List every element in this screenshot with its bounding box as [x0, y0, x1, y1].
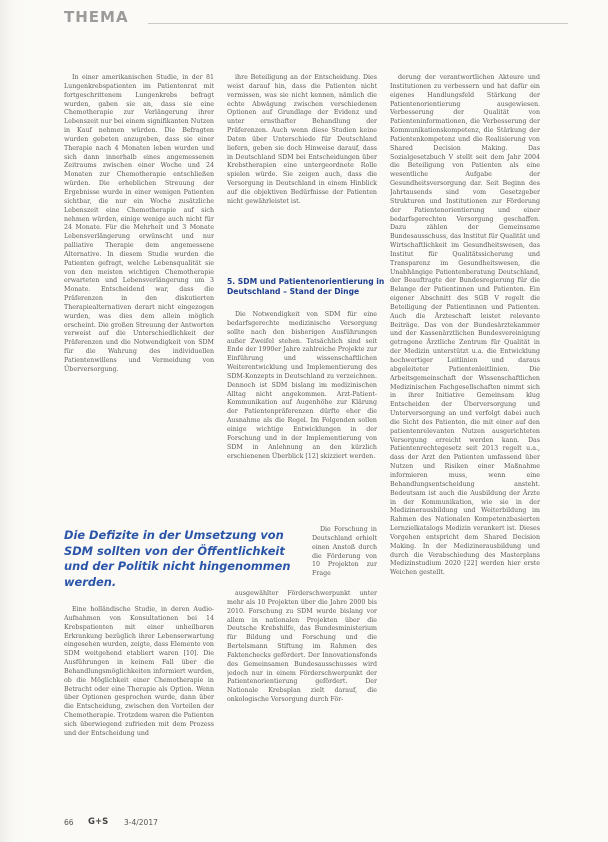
paragraph: Die Notwendigkeit von SDM für eine bedarfsgerechte medizinische Versorgung sollte nach den bisherigen Ausführungen außer Zweifel stehen. Tatsächlich sind seit Ende der 1990er Jahre zahlreiche Projekte zur Einführung und wissenschaftlichen Weiterentwicklung und Implementierung des SDM-Konzepts in Deutschland zu verzeichnen. Dennoch ist SDM bislang im medizinischen Alltag nicht angekommen. Arzt-Patient-Kommunikation auf Augenhöhe zur Klärung der Patientenpräferenzen dürfte eher die Ausnahme als die Regel. Im Folgenden sollen einige wichtige Entwicklungen in der Forschung und in der Implementierung von SDM in Anlehnung an den kürzlich erschienenen Überblick [12] skizziert werden. — [227, 311, 377, 460]
paragraph: derung der verantwortlichen Akteure und Institutionen zu verbessern und hat dafür ein eigenes Handlungsfeld Stärkung der Patientenorientierung ausgewiesen. Verbesserung der Qualität von Patienteninformationen, die Verbesserung der Kommunikationskompetenz, die Stärkung der Patientenkompetenz und die Realisierung von Shared Decision Making. Das Sozialgesetzbuch V stellt seit dem Jahr 2004 die Beteiligung von Patienten als eine wesentliche Aufgabe der Gesundheitsversorgung dar. Seit Beginn des Jahrtausends sind vom Gesetzgeber Strukturen und Institutionen zur Förderung der Patientenorientierung und einer bedarfsgerechten Versorgung geschaffen. Dazu zählen der Gemeinsame Bundesausschuss, das Institut für Qualität und Wirtschaftlichkeit im Gesundheitswesen, das Institut für Qualitätssicherung und Transparenz im Gesundheitswesen, die Unabhängige Patientenberatung Deutschland, der Beauftragte der Bundesregierung für die Belange der Patientinnen und Patienten. Ein eigener Abschnitt des SGB V regelt die Beteiligung der Patientinnen und Patienten. Auch die Ärzteschaft leistet relevante Beiträge. Das von der Bundesärztekammer und der Kassenärztlichen Bundesvereinigung getragene Ärztliche Zentrum für Qualität in der Medizin unterstützt u.a. die Entwicklung hochwertiger Leitlinien und daraus abgeleiteter Patientenleitlinien. Die Arbeitsgemeinschaft der Wissenschaftlichen Medizinischen Fachgesellschaften nimmt sich in ihrer Initiative Gemeinsam klug Entscheiden der Überversorgung und Unterversorgung an und verfolgt dabei auch die Sicht des Patienten, die mit einer auf den patientenrelevanten Nutzen ausgerichteten Versorgung erreicht werden kann. Das Patientenrechtegesetz seit 2013 regelt u.a., dass der Arzt den Patienten umfassend über Nutzen und Risiken einer Maßnahme informieren muss, wenn eine Behandlungsentscheidung ansteht. Bedeutsam ist auch die Ausbildung der Ärzte in der Kommunikation, wie sie in der Medizinerausbildung und Weiterbildung im Rahmen des Nationalen Kompetenzbasierten Lernzielkatalogs Medizin verankert ist. Dieses Vorgehen entspricht dem Shared Decision Making. In der Medizinerausbildung und durch die Verabschiedung des Masterplans Medizinstudium 2020 [22] werden hier erste Weichen gestellt. — [390, 74, 540, 577]
page-header — [64, 8, 568, 28]
column-3 — [390, 74, 540, 816]
page-number: 66 — [64, 818, 74, 827]
page-footer — [64, 818, 544, 830]
column-1-bottom — [64, 606, 214, 816]
journal-logo: G+S — [88, 817, 109, 827]
column-2-narrow — [312, 526, 377, 586]
paragraph: Die Forschung in Deutschland erhielt einen Anstoß durch die Förderung von 10 Projekten zur Frage — [312, 526, 377, 578]
section-label: THEMA — [64, 8, 129, 26]
paragraph: Eine holländische Studie, in deren Audio-Aufnahmen von Konsultationen bei 14 Krebspatienten mit einer unheilbaren Erkrankung bezüglich ihrer Lebenserwartung eingesehen wurden, zeigte, dass Elemente von SDM weitgehend etabliert waren [10]. Die Ausführungen in keinem Fall über die Behandlungsmöglichkeiten informiert wurden, ob die Möglichkeit einer Chemotherapie in Betracht oder eine Therapie als Option. Wenn über Optionen gesprochen wurde, dann über die Entscheidung, zwischen den Vorteilen der Chemotherapie. Trotzdem waren die Patienten sich überwiegend zufrieden mit dem Prozess und der Entscheidung und — [64, 606, 214, 737]
column-2-bottom — [227, 590, 377, 816]
issue-label: 3-4/2017 — [124, 818, 158, 827]
pull-quote: Die Defizite in der Umsetzung von SDM sollten von der Öffentlichkeit und der Politik nicht hingenommen werden. — [64, 528, 291, 589]
paragraph: In einer amerikanischen Studie, in der 81 Lungenkrebspatienten im Patientenrat mit fortgeschrittenem Lungenkrebs befragt wurden, gaben sie an, dass sie eine Chemotherapie zur Verlängerung ihrer Lebenszeit nur bei einem signifikanten Nutzen in Kauf nehmen würden. Die Befragten wurden gebeten anzugeben, dass sie einer Therapie nach 4 Monaten leben wurden und sich dann innerhalb eines angemessenen Zeitraums zwischen einer Woche und 24 Monaten zur Chemotherapie entschließen würden. Die erheblichen Streuung der Ergebnisse wurde in einer wenigen Patienten sichtbar, die nur ein Woche zusätzliche Lebenszeit eine Chemotherapie auf sich nehmen würden, einige wenige auch nicht für 24 Monate. Für die Mehrheit und 3 Monate Lebensverlängerung erwünscht und nur palliative Therapie dem angemessene Alternative. In diesem Studie wurden die Patienten gefragt, welche Lebensqualität sie von den meisten wichtigen Chemotherapie erwarteten und Lebensverlängerung um 3 Monate. Entscheidend war, dass die Präferenzen in den diskutierten Therapiealternativen derart nicht eingezogen wurden, was dies dem allein möglich erscheint. Die großen Streuung der Antworten verweist auf die Unterschiedlichkeit der Präferenzen und die Notwendigkeit von SDM für die Wahrung des individuellen Patientenwillens und Vermeidung von Überversorgung. — [64, 74, 214, 373]
header-rule — [148, 23, 568, 24]
column-2-middle — [227, 311, 377, 526]
paragraph: ihre Beteiligung an der Entscheidung. Dies weist darauf hin, dass die Patienten nicht vermissen, was sie nicht kennen, nämlich die echte Abwägung zwischen verschiedenen Optionen auf Grundlage der Evidenz und unter ernsthafter Behandlung der Präferenzen. Auch wenn diese Studien keine Daten über Unterschiede für Deutschland liefern, geben sie doch Hinweise darauf, dass in Deutschland SDM bei Entscheidungen über Krebstherapien eine untergeordnete Rolle spielen würde. Sie zeigen auch, dass die Versorgung in Deutschland in einem Hinblick auf die objektiven Bedürfnisse der Patienten nicht gewährleistet ist. — [227, 74, 377, 205]
section-heading: 5. SDM und Patientenorientierung in Deutschland – Stand der Dinge — [227, 277, 385, 296]
paragraph: ausgewählter Förderschwerpunkt unter mehr als 10 Projekten über die Jahre 2000 bis 2010. Forschung zu SDM wurde bislang vor allem in nationalen Projekten über die Deutsche Krebshilfe, das Bundesministerium für Bildung und Forschung und die Bertelsmann Stiftung im Rahmen des Faktenchecks gefördert. Der Innovationsfonds des Gemeinsamen Bundesausschusses wird jedoch nur in einem Förderschwerpunkt der Patientenorientierung gefördert. Der Nationale Krebsplan zielt darauf, die onkologische Versorgung durch För- — [227, 590, 377, 704]
column-2-top — [227, 74, 377, 254]
column-1-top — [64, 74, 214, 514]
